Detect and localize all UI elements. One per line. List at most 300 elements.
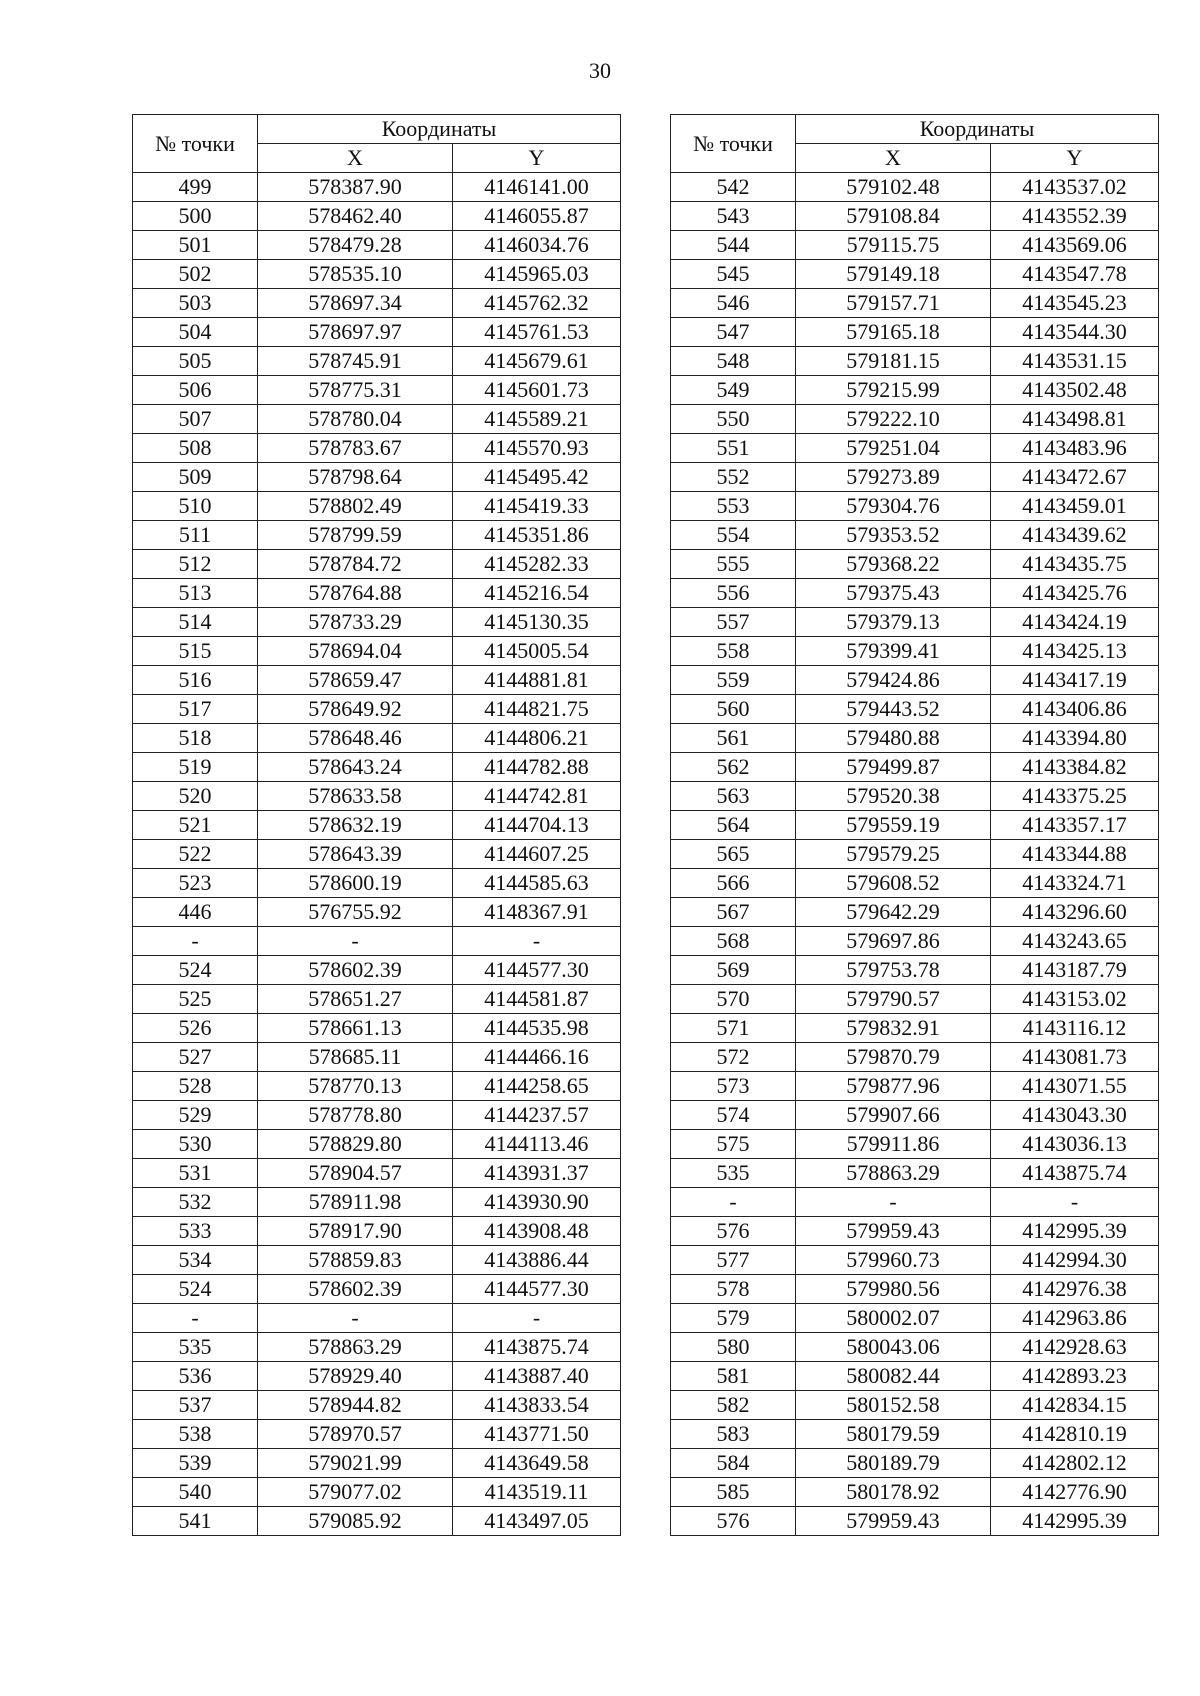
x-coordinate-cell: 578685.11: [258, 1043, 453, 1072]
x-coordinate-cell: 578970.57: [258, 1420, 453, 1449]
x-coordinate-cell: 579877.96: [796, 1072, 991, 1101]
x-coordinate-cell: 579222.10: [796, 405, 991, 434]
table-row: [671, 666, 1159, 695]
point-number-cell: -: [133, 1304, 258, 1333]
y-coordinate-cell: 4143435.75: [991, 550, 1159, 579]
y-coordinate-cell: 4144581.87: [453, 985, 621, 1014]
table-row: [133, 724, 621, 753]
x-coordinate-cell: 580002.07: [796, 1304, 991, 1333]
y-coordinate-cell: 4144113.46: [453, 1130, 621, 1159]
x-coordinate-cell: 579251.04: [796, 434, 991, 463]
x-coordinate-cell: -: [258, 927, 453, 956]
y-coordinate-cell: 4143344.88: [991, 840, 1159, 869]
point-number-cell: 569: [671, 956, 796, 985]
y-coordinate-cell: 4145351.86: [453, 521, 621, 550]
table-row: [133, 1101, 621, 1130]
y-coordinate-cell: 4143417.19: [991, 666, 1159, 695]
x-coordinate-cell: 579424.86: [796, 666, 991, 695]
y-coordinate-cell: 4143547.78: [991, 260, 1159, 289]
x-coordinate-cell: 579753.78: [796, 956, 991, 985]
table-row: [671, 1246, 1159, 1275]
y-coordinate-cell: 4145005.54: [453, 637, 621, 666]
point-number-cell: 583: [671, 1420, 796, 1449]
table-body-left: [133, 173, 621, 1536]
x-coordinate-cell: 578632.19: [258, 811, 453, 840]
y-coordinate-cell: 4142776.90: [991, 1478, 1159, 1507]
table-row: [133, 579, 621, 608]
point-number-cell: 582: [671, 1391, 796, 1420]
y-coordinate-cell: 4145282.33: [453, 550, 621, 579]
point-number-cell: -: [133, 927, 258, 956]
y-coordinate-cell: 4142976.38: [991, 1275, 1159, 1304]
x-coordinate-cell: 579608.52: [796, 869, 991, 898]
x-coordinate-cell: 578600.19: [258, 869, 453, 898]
y-coordinate-cell: 4143187.79: [991, 956, 1159, 985]
point-number-cell: 446: [133, 898, 258, 927]
table-row: [671, 579, 1159, 608]
y-coordinate-cell: 4143886.44: [453, 1246, 621, 1275]
point-number-cell: 542: [671, 173, 796, 202]
point-number-cell: 552: [671, 463, 796, 492]
x-coordinate-cell: 579273.89: [796, 463, 991, 492]
y-coordinate-cell: 4142995.39: [991, 1507, 1159, 1536]
point-number-cell: 581: [671, 1362, 796, 1391]
x-coordinate-cell: 579375.43: [796, 579, 991, 608]
table-row: [133, 405, 621, 434]
y-coordinate-cell: 4144535.98: [453, 1014, 621, 1043]
x-coordinate-cell: 578661.13: [258, 1014, 453, 1043]
point-number-cell: 529: [133, 1101, 258, 1130]
x-coordinate-cell: 580043.06: [796, 1333, 991, 1362]
point-number-cell: 513: [133, 579, 258, 608]
table-row: [671, 637, 1159, 666]
x-coordinate-cell: 578648.46: [258, 724, 453, 753]
table-row: [133, 376, 621, 405]
x-coordinate-cell: 579077.02: [258, 1478, 453, 1507]
table-row: [133, 753, 621, 782]
x-coordinate-cell: 579108.84: [796, 202, 991, 231]
point-number-cell: 528: [133, 1072, 258, 1101]
x-coordinate-cell: 579085.92: [258, 1507, 453, 1536]
point-number-cell: 565: [671, 840, 796, 869]
point-number-cell: 544: [671, 231, 796, 260]
table-row: [133, 1478, 621, 1507]
table-row: [671, 434, 1159, 463]
x-coordinate-cell: 580179.59: [796, 1420, 991, 1449]
x-coordinate-cell: 580082.44: [796, 1362, 991, 1391]
y-coordinate-cell: 4146141.00: [453, 173, 621, 202]
table-row: [671, 753, 1159, 782]
table-row: [671, 1478, 1159, 1507]
table-row: [133, 1420, 621, 1449]
y-coordinate-cell: 4145762.32: [453, 289, 621, 318]
table-row: [133, 985, 621, 1014]
table-row: [133, 695, 621, 724]
y-coordinate-cell: 4144782.88: [453, 753, 621, 782]
x-coordinate-cell: 579353.52: [796, 521, 991, 550]
table-row: [133, 1304, 621, 1333]
point-number-cell: 548: [671, 347, 796, 376]
y-coordinate-cell: 4146055.87: [453, 202, 621, 231]
point-number-cell: 578: [671, 1275, 796, 1304]
y-header: Y: [453, 144, 621, 173]
table-row: [133, 927, 621, 956]
point-number-cell: 546: [671, 289, 796, 318]
table-row: [671, 898, 1159, 927]
x-header: X: [258, 144, 453, 173]
y-coordinate-cell: -: [453, 1304, 621, 1333]
point-number-cell: 531: [133, 1159, 258, 1188]
y-coordinate-cell: 4142928.63: [991, 1333, 1159, 1362]
x-coordinate-cell: 578602.39: [258, 956, 453, 985]
x-coordinate-cell: 580178.92: [796, 1478, 991, 1507]
table-row: [671, 202, 1159, 231]
point-number-cell: 563: [671, 782, 796, 811]
x-coordinate-cell: 578643.24: [258, 753, 453, 782]
point-number-cell: 584: [671, 1449, 796, 1478]
y-coordinate-cell: 4145601.73: [453, 376, 621, 405]
point-number-cell: 549: [671, 376, 796, 405]
y-coordinate-cell: 4144821.75: [453, 695, 621, 724]
point-number-cell: 580: [671, 1333, 796, 1362]
table-row: [671, 521, 1159, 550]
point-number-cell: 504: [133, 318, 258, 347]
x-coordinate-cell: 579480.88: [796, 724, 991, 753]
point-number-cell: 533: [133, 1217, 258, 1246]
point-number-cell: 553: [671, 492, 796, 521]
x-coordinate-cell: 579559.19: [796, 811, 991, 840]
point-number-cell: 530: [133, 1130, 258, 1159]
table-row: [671, 1420, 1159, 1449]
point-number-cell: 576: [671, 1507, 796, 1536]
table-row: [671, 782, 1159, 811]
y-coordinate-cell: 4143497.05: [453, 1507, 621, 1536]
y-coordinate-cell: 4143649.58: [453, 1449, 621, 1478]
point-number-cell: 573: [671, 1072, 796, 1101]
y-coordinate-cell: 4143243.65: [991, 927, 1159, 956]
x-coordinate-cell: 578917.90: [258, 1217, 453, 1246]
point-number-cell: 570: [671, 985, 796, 1014]
table-row: [671, 956, 1159, 985]
x-coordinate-cell: 578733.29: [258, 608, 453, 637]
point-number-cell: 572: [671, 1043, 796, 1072]
y-coordinate-cell: 4143931.37: [453, 1159, 621, 1188]
y-coordinate-cell: 4142963.86: [991, 1304, 1159, 1333]
x-coordinate-cell: 579980.56: [796, 1275, 991, 1304]
x-coordinate-cell: 578775.31: [258, 376, 453, 405]
x-coordinate-cell: 579021.99: [258, 1449, 453, 1478]
point-number-cell: 506: [133, 376, 258, 405]
point-number-cell: 509: [133, 463, 258, 492]
y-coordinate-cell: 4143394.80: [991, 724, 1159, 753]
x-coordinate-cell: 578799.59: [258, 521, 453, 550]
x-coordinate-cell: 578802.49: [258, 492, 453, 521]
table-row: [671, 1043, 1159, 1072]
x-coordinate-cell: 579165.18: [796, 318, 991, 347]
y-coordinate-cell: 4144607.25: [453, 840, 621, 869]
point-number-cell: 526: [133, 1014, 258, 1043]
point-number-cell: 512: [133, 550, 258, 579]
y-coordinate-cell: 4143771.50: [453, 1420, 621, 1449]
table-row: [133, 318, 621, 347]
point-number-cell: 571: [671, 1014, 796, 1043]
table-row: [671, 1391, 1159, 1420]
y-coordinate-cell: 4142893.23: [991, 1362, 1159, 1391]
y-coordinate-cell: 4143544.30: [991, 318, 1159, 347]
point-number-cell: 558: [671, 637, 796, 666]
y-coordinate-cell: 4143537.02: [991, 173, 1159, 202]
point-number-cell: 536: [133, 1362, 258, 1391]
x-coordinate-cell: 578863.29: [258, 1333, 453, 1362]
table-row: [671, 1507, 1159, 1536]
x-coordinate-cell: 579579.25: [796, 840, 991, 869]
x-coordinate-cell: 579911.86: [796, 1130, 991, 1159]
y-coordinate-cell: 4145965.03: [453, 260, 621, 289]
table-row: [133, 434, 621, 463]
point-number-cell: 525: [133, 985, 258, 1014]
y-coordinate-cell: 4143483.96: [991, 434, 1159, 463]
x-coordinate-cell: 578745.91: [258, 347, 453, 376]
y-coordinate-cell: 4142994.30: [991, 1246, 1159, 1275]
table-row: [671, 1362, 1159, 1391]
point-number-cell: 550: [671, 405, 796, 434]
table-row: [671, 173, 1159, 202]
point-number-cell: 515: [133, 637, 258, 666]
table-row: [133, 289, 621, 318]
point-number-cell: 521: [133, 811, 258, 840]
point-number-cell: 518: [133, 724, 258, 753]
y-coordinate-cell: 4143439.62: [991, 521, 1159, 550]
y-coordinate-cell: 4143324.71: [991, 869, 1159, 898]
x-coordinate-cell: 578829.80: [258, 1130, 453, 1159]
point-number-cell: 568: [671, 927, 796, 956]
table-row: [671, 724, 1159, 753]
y-coordinate-cell: 4142802.12: [991, 1449, 1159, 1478]
table-row: [133, 1072, 621, 1101]
y-header: Y: [991, 144, 1159, 173]
point-number-cell: 499: [133, 173, 258, 202]
y-coordinate-cell: 4143930.90: [453, 1188, 621, 1217]
table-row: [671, 1275, 1159, 1304]
point-number-cell: 539: [133, 1449, 258, 1478]
table-row: [133, 1391, 621, 1420]
table-row: [671, 260, 1159, 289]
point-number-cell: 561: [671, 724, 796, 753]
point-number-cell: 524: [133, 1275, 258, 1304]
x-coordinate-cell: 579907.66: [796, 1101, 991, 1130]
table-row: [671, 289, 1159, 318]
point-number-cell: 507: [133, 405, 258, 434]
x-coordinate-cell: 578770.13: [258, 1072, 453, 1101]
y-coordinate-cell: 4143425.13: [991, 637, 1159, 666]
x-coordinate-cell: 579697.86: [796, 927, 991, 956]
y-coordinate-cell: 4143875.74: [453, 1333, 621, 1362]
x-coordinate-cell: 579115.75: [796, 231, 991, 260]
x-coordinate-cell: 578784.72: [258, 550, 453, 579]
y-coordinate-cell: 4143519.11: [453, 1478, 621, 1507]
point-number-cell: 556: [671, 579, 796, 608]
y-coordinate-cell: 4142995.39: [991, 1217, 1159, 1246]
x-coordinate-cell: 578649.92: [258, 695, 453, 724]
table-row: [671, 1101, 1159, 1130]
y-coordinate-cell: 4144881.81: [453, 666, 621, 695]
y-coordinate-cell: 4143116.12: [991, 1014, 1159, 1043]
x-coordinate-cell: 579399.41: [796, 637, 991, 666]
table-row: [133, 1159, 621, 1188]
x-coordinate-cell: 580189.79: [796, 1449, 991, 1478]
point-number-header: № точки: [133, 115, 258, 173]
x-coordinate-cell: 579520.38: [796, 782, 991, 811]
table-row: [133, 463, 621, 492]
point-number-cell: 566: [671, 869, 796, 898]
table-row: [133, 637, 621, 666]
table-row: [671, 1072, 1159, 1101]
table-row: [133, 898, 621, 927]
x-coordinate-cell: 578462.40: [258, 202, 453, 231]
x-coordinate-cell: 579149.18: [796, 260, 991, 289]
point-number-cell: 537: [133, 1391, 258, 1420]
x-coordinate-cell: 579304.76: [796, 492, 991, 521]
point-number-cell: 519: [133, 753, 258, 782]
x-coordinate-cell: 579102.48: [796, 173, 991, 202]
y-coordinate-cell: 4144577.30: [453, 956, 621, 985]
x-coordinate-cell: 579181.15: [796, 347, 991, 376]
table-row: [671, 695, 1159, 724]
y-coordinate-cell: 4143472.67: [991, 463, 1159, 492]
point-number-cell: 575: [671, 1130, 796, 1159]
point-number-cell: 538: [133, 1420, 258, 1449]
y-coordinate-cell: 4143908.48: [453, 1217, 621, 1246]
point-number-cell: 514: [133, 608, 258, 637]
y-coordinate-cell: 4143357.17: [991, 811, 1159, 840]
table-row: [133, 347, 621, 376]
x-coordinate-cell: 579959.43: [796, 1507, 991, 1536]
point-number-cell: 510: [133, 492, 258, 521]
table-row: [671, 1217, 1159, 1246]
y-coordinate-cell: 4143531.15: [991, 347, 1159, 376]
point-number-cell: 520: [133, 782, 258, 811]
y-coordinate-cell: 4145761.53: [453, 318, 621, 347]
x-coordinate-cell: 579959.43: [796, 1217, 991, 1246]
table-row: [133, 1014, 621, 1043]
point-number-cell: 560: [671, 695, 796, 724]
table-row: [671, 463, 1159, 492]
table-row: [671, 869, 1159, 898]
y-coordinate-cell: 4145679.61: [453, 347, 621, 376]
y-coordinate-cell: 4144466.16: [453, 1043, 621, 1072]
y-coordinate-cell: 4143071.55: [991, 1072, 1159, 1101]
point-number-cell: 543: [671, 202, 796, 231]
x-coordinate-cell: 578633.58: [258, 782, 453, 811]
y-coordinate-cell: 4143406.86: [991, 695, 1159, 724]
point-number-cell: 547: [671, 318, 796, 347]
y-coordinate-cell: 4143036.13: [991, 1130, 1159, 1159]
y-coordinate-cell: 4143569.06: [991, 231, 1159, 260]
table-row: [133, 666, 621, 695]
y-coordinate-cell: 4143375.25: [991, 782, 1159, 811]
point-number-cell: 585: [671, 1478, 796, 1507]
table-row: [671, 1449, 1159, 1478]
x-coordinate-cell: 578659.47: [258, 666, 453, 695]
y-coordinate-cell: -: [453, 927, 621, 956]
point-number-cell: 503: [133, 289, 258, 318]
x-coordinate-cell: 578651.27: [258, 985, 453, 1014]
point-number-cell: 579: [671, 1304, 796, 1333]
table-row: [133, 608, 621, 637]
x-coordinate-cell: 579642.29: [796, 898, 991, 927]
x-coordinate-cell: 578780.04: [258, 405, 453, 434]
y-coordinate-cell: 4145495.42: [453, 463, 621, 492]
coordinates-header: Координаты: [796, 115, 1159, 144]
x-coordinate-cell: 579832.91: [796, 1014, 991, 1043]
y-coordinate-cell: 4143424.19: [991, 608, 1159, 637]
x-coordinate-cell: 578929.40: [258, 1362, 453, 1391]
table-row: [671, 1188, 1159, 1217]
point-number-cell: 541: [133, 1507, 258, 1536]
x-coordinate-cell: 578859.83: [258, 1246, 453, 1275]
table-row: [133, 1507, 621, 1536]
x-coordinate-cell: 578694.04: [258, 637, 453, 666]
y-coordinate-cell: 4144742.81: [453, 782, 621, 811]
x-coordinate-cell: 579443.52: [796, 695, 991, 724]
x-header: X: [796, 144, 991, 173]
y-coordinate-cell: 4143296.60: [991, 898, 1159, 927]
table-row: [671, 1304, 1159, 1333]
x-coordinate-cell: 578387.90: [258, 173, 453, 202]
table-row: [133, 202, 621, 231]
point-number-header: № точки: [671, 115, 796, 173]
table-row: [133, 811, 621, 840]
table-row: [133, 1275, 621, 1304]
y-coordinate-cell: 4145570.93: [453, 434, 621, 463]
table-row: [671, 492, 1159, 521]
y-coordinate-cell: 4144577.30: [453, 1275, 621, 1304]
point-number-cell: 551: [671, 434, 796, 463]
x-coordinate-cell: 578643.39: [258, 840, 453, 869]
y-coordinate-cell: 4143833.54: [453, 1391, 621, 1420]
coordinates-header: Координаты: [258, 115, 621, 144]
point-number-cell: 562: [671, 753, 796, 782]
x-coordinate-cell: 578764.88: [258, 579, 453, 608]
point-number-cell: 559: [671, 666, 796, 695]
y-coordinate-cell: 4148367.91: [453, 898, 621, 927]
table-row: [671, 405, 1159, 434]
table-row: [133, 550, 621, 579]
y-coordinate-cell: 4143552.39: [991, 202, 1159, 231]
table-row: [671, 1159, 1159, 1188]
y-coordinate-cell: 4145589.21: [453, 405, 621, 434]
x-coordinate-cell: 579368.22: [796, 550, 991, 579]
x-coordinate-cell: 579790.57: [796, 985, 991, 1014]
x-coordinate-cell: -: [258, 1304, 453, 1333]
point-number-cell: 535: [133, 1333, 258, 1362]
y-coordinate-cell: -: [991, 1188, 1159, 1217]
x-coordinate-cell: 578904.57: [258, 1159, 453, 1188]
x-coordinate-cell: 579215.99: [796, 376, 991, 405]
point-number-cell: 577: [671, 1246, 796, 1275]
point-number-cell: 527: [133, 1043, 258, 1072]
table-row: [133, 840, 621, 869]
table-row: [671, 840, 1159, 869]
table-row: [133, 1449, 621, 1478]
y-coordinate-cell: 4143502.48: [991, 376, 1159, 405]
table-row: [133, 1130, 621, 1159]
y-coordinate-cell: 4143153.02: [991, 985, 1159, 1014]
y-coordinate-cell: 4142810.19: [991, 1420, 1159, 1449]
x-coordinate-cell: 578697.34: [258, 289, 453, 318]
x-coordinate-cell: 578863.29: [796, 1159, 991, 1188]
coordinates-table-left: [132, 114, 621, 1536]
